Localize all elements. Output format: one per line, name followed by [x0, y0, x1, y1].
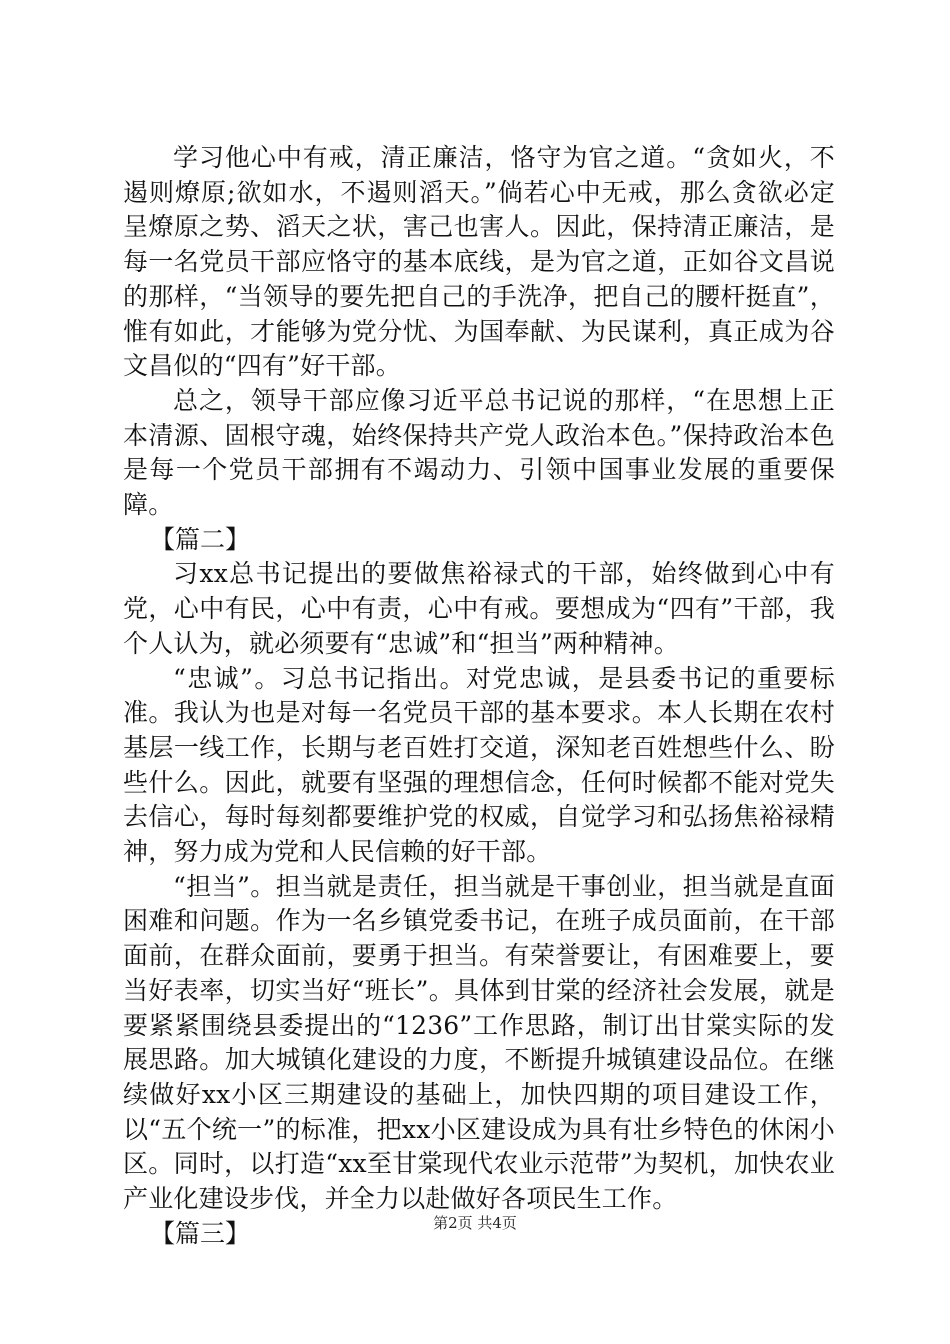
- section-heading-part-two: 【篇二】: [150, 524, 251, 554]
- paragraph-summary: 总之，领导干部应像习近平总书记说的那样，“在思想上正本清源、固根守魂，始终保持共产党人政治本色。”保持政治本色是每一个党员干部拥有不竭动力、引领中国事业发展的重要保障。: [123, 385, 835, 520]
- document-body: [123, 141, 835, 1252]
- paragraph-four-haves: 习xx总书记提出的要做焦裕禄式的干部，始终做到心中有党，心中有民，心中有责，心中有戒。要想成为“四有”干部，我个人认为，就必须要有“忠诚”和“担当”两种精神。: [123, 559, 835, 658]
- paragraph-loyalty: “忠诚”。习总书记指出。对党忠诚，是县委书记的重要标准。我认为也是对每一名党员干部的基本要求。本人长期在农村基层一线工作，长期与老百姓打交道，深知老百姓想些什么、盼些什么。因此，就要有坚强的理想信念，任何时候都不能对党失去信心，每时每刻都要维护党的权威，自觉学习和弘扬焦裕禄精神，努力成为党和人民信赖的好干部。: [123, 663, 835, 867]
- paragraph-integrity: 学习他心中有戒，清正廉洁，恪守为官之道。“贪如火，不遏则燎原;欲如水，不遏则滔天。”倘若心中无戒，那么贪欲必定呈燎原之势、滔天之状，害己也害人。因此，保持清正廉洁，是每一名党员干部应恪守的基本底线，是为官之道，正如谷文昌说的那样，“当领导的要先把自己的手洗净，把自己的腰杆挺直”，惟有如此，才能够为党分忧、为国奉献、为民谋利，真正成为谷文昌似的“四有”好干部。: [123, 143, 835, 381]
- paragraph-responsibility: “担当”。担当就是责任，担当就是干事创业，担当就是直面困难和问题。作为一名乡镇党委书记，在班子成员面前，在干部面前，在群众面前，要勇于担当。有荣誉要让，有困难要上，要当好表率，切实当好“班长”。具体到甘棠的经济社会发展，就是要紧紧围绕县委提出的“1236”工作思路，制订出甘棠实际的发展思路。加大城镇化建设的力度，不断提升城镇建设品位。在继续做好xx小区三期建设的基础上，加快四期的项目建设工作，以“五个统一”的标准，把xx小区建设成为具有壮乡特色的休闲小区。同时，以打造“xx至甘棠现代农业示范带”为契机，加快农业产业化建设步伐，并全力以赴做好各项民生工作。: [123, 871, 835, 1214]
- page-number-label: 第2页 共4页: [433, 1214, 517, 1232]
- section-heading-part-three: 【篇三】: [150, 1218, 251, 1248]
- page-footer: [0, 1213, 950, 1233]
